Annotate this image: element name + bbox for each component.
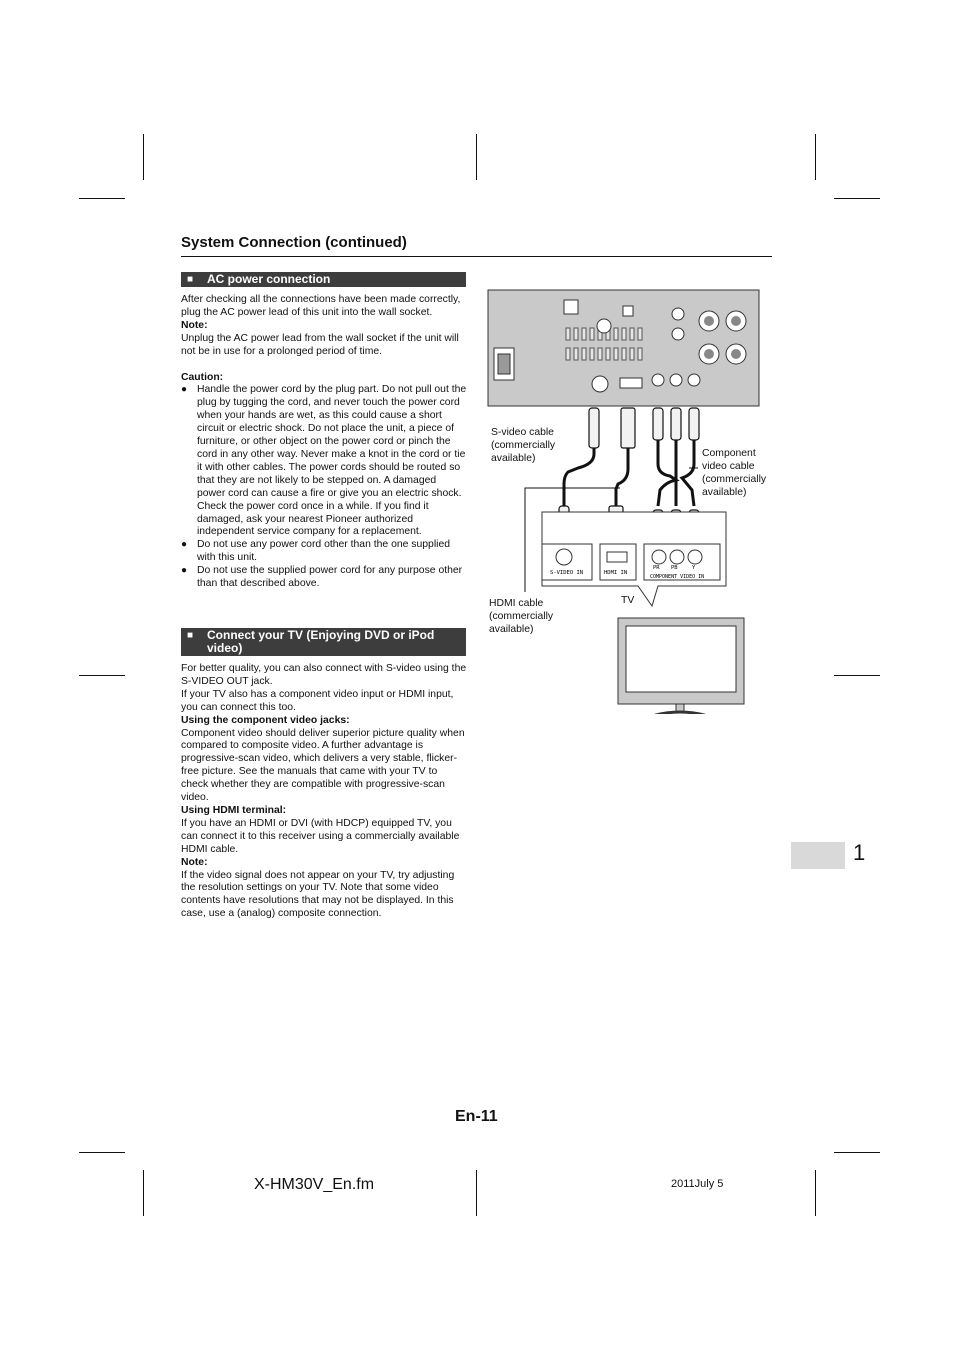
hdmi-label: Using HDMI terminal: — [181, 804, 287, 816]
caution-bullet — [181, 539, 467, 565]
caution-label: Caution: — [181, 371, 224, 383]
footer-filename: X-HM30V_En.fm — [254, 1176, 375, 1193]
caution-bullet-text: Do not use any power cord other than the one supplied with this unit. — [197, 539, 451, 564]
crop-mark — [79, 198, 125, 199]
svideo-cable-label: S-video cable (commercially available) — [491, 427, 556, 464]
cables — [564, 439, 694, 506]
tv-p1: For better quality, you can also connect with S-video using the S-VIDEO OUT jack. — [181, 663, 467, 687]
crop-mark — [834, 1152, 880, 1153]
note-label: Note: — [181, 319, 208, 331]
receiver-rear-panel — [488, 290, 759, 406]
hdmi-cable-label: HDMI cable (commercially available) — [489, 598, 554, 635]
jack-label-svideo: S-VIDEO IN — [550, 570, 584, 576]
heading-marker: ■ — [187, 274, 194, 285]
jack-label-hdmi: HDMI IN — [604, 570, 628, 576]
caution-bullet — [181, 384, 467, 539]
bullet-icon: ● — [181, 565, 188, 577]
crop-mark — [79, 1152, 125, 1153]
section-heading-text: Connect your TV (Enjoying DVD or iPod video) — [207, 628, 435, 655]
caution-bullet-text: Handle the power cord by the plug part. Do not pull out the plug by tugging the cord, and never touch the power cord when your hands are wet, as this could cause a short circuit or electric shock. Do not place the unit, a piece of furniture, or other object on the power cord or pinch the cord in any other way. Never make a knot in the cord or tie it with other cables. The power cords should be routed so that they are not likely to be stepped on. A damaged power cord can cause a fire or give you an electric shock. Check the power cord once in a while. If you find it damaged, ask your nearest Pioneer authorized independent service company for a replacement. — [197, 384, 467, 538]
title-rule — [181, 256, 772, 257]
section-heading-ac-power — [181, 272, 466, 287]
crop-mark — [143, 134, 144, 180]
page-title: System Connection (continued) — [181, 234, 407, 251]
caution-bullet — [181, 565, 467, 591]
connect-tv-body — [181, 663, 467, 921]
jack-label-component: COMPONENT VIDEO IN — [650, 574, 705, 580]
jack-label-y: Y — [692, 565, 696, 571]
jack-label-pr: PR — [653, 565, 660, 571]
crop-mark — [815, 1170, 816, 1216]
hdmi-text: If you have an HDMI or DVI (with HDCP) equipped TV, you can connect it to this receiver using a commercially available HDMI cable. — [181, 817, 460, 855]
component-label: Using the component video jacks: — [181, 714, 350, 726]
note-text: Unplug the AC power lead from the wall socket if the unit will not be in use for a prolonged period of time. — [181, 332, 459, 357]
chapter-number: 1 — [853, 840, 866, 865]
crop-mark — [143, 1170, 144, 1216]
note-text: If the video signal does not appear on your TV, try adjusting the resolution settings on your TV. Note that some video contents have resolutions that may not be displayed. In this case, use a (analog) composite connection. — [181, 869, 455, 920]
bullet-icon: ● — [181, 384, 188, 396]
crop-mark — [476, 134, 477, 180]
note-label: Note: — [181, 856, 208, 868]
crop-mark — [834, 675, 880, 676]
page-number: En-11 — [455, 1108, 498, 1125]
section-heading-connect-tv — [181, 628, 466, 656]
component-text: Component video should deliver superior picture quality when compared to composite video. A further advantage is progressive-scan video, which delivers a very stable, flicker-free picture. See the manuals that came with your TV to check whether they are compatible with progressive-scan video. — [181, 727, 465, 804]
caution-bullet-text: Do not use the supplied power cord for any purpose other than that described above. — [197, 565, 463, 590]
tv-label: TV — [621, 595, 635, 606]
crop-mark — [79, 675, 125, 676]
ac-intro: After checking all the connections have been made correctly, plug the AC power lead of this unit into the wall socket. — [181, 294, 461, 318]
component-cable-label: Component video cable (commercially available) — [702, 448, 767, 498]
crop-mark — [834, 198, 880, 199]
tv-input-panel — [542, 512, 726, 606]
bullet-icon: ● — [181, 539, 188, 551]
tv-p2: If your TV also has a component video input or HDMI input, you can connect this too. — [181, 688, 454, 713]
footer-date: 2011July 5 — [671, 1178, 724, 1190]
ac-power-body — [181, 294, 467, 591]
chapter-tab — [791, 842, 845, 869]
heading-marker: ■ — [187, 630, 194, 641]
tv-icon — [618, 618, 744, 714]
crop-mark — [476, 1170, 477, 1216]
jack-label-pb: PB — [671, 565, 678, 571]
crop-mark — [815, 134, 816, 180]
section-heading-text: AC power connection — [207, 272, 331, 286]
